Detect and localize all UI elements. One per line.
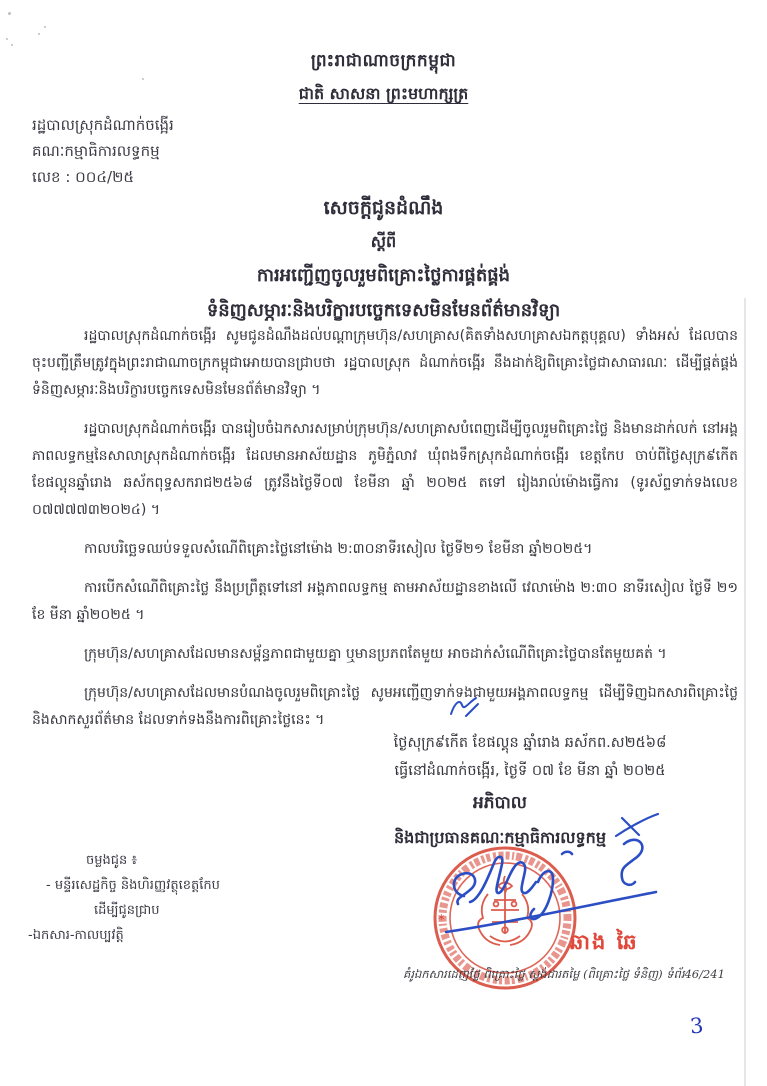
svg-text:*: * (438, 913, 445, 928)
subject-line2: ទំនិញសម្ភារៈនិងបរិក្ខារបច្ចេកទេសមិនមែនព័ត៌មានវិទ្យា (206, 300, 561, 321)
cc-item: - មន្ទីរសេដ្ឋកិច្ច និងហិរញ្ញវត្ថុខេត្តកែប (46, 878, 220, 893)
sender-org-line2: គណៈកម្មាធិការលទ្ធកម្ម (32, 142, 160, 160)
place-date-line: ធ្វើនៅដំណាក់ចង្អើរ, ថ្ងៃទី ០៧ ខែ មីនា ឆ្នាំ ២០២៥ (394, 763, 666, 779)
signer-title-committee-chair: និងជាប្រធានគណៈកម្មាធិការលទ្ធកម្ម (394, 828, 606, 847)
national-header (0, 50, 767, 107)
signer-title-governor: អភិបាល (473, 793, 527, 813)
scan-speck (11, 44, 13, 46)
handwritten-page-number: 3 (688, 1013, 705, 1039)
signer-name: ឆាង ឆៃ (570, 930, 639, 954)
subject-block (0, 196, 767, 325)
cc-item: ដើម្បីជូនជ្រាប (94, 903, 160, 918)
subject-line1: ការអញ្ជើញចូលរួមពិគ្រោះថ្លៃការផ្គត់ផ្គង់ (256, 265, 511, 286)
reference-number: លេខ : ០០៤/២៥ (32, 168, 135, 186)
paragraph-4: ការបើកសំណើពិគ្រោះថ្លៃ នឹងប្រព្រឹត្តទៅនៅ អង្គភាពលទ្ធកម្ម តាមអាស័យដ្ឋានខាងលើ វេលាម៉ោង ២:៣០ នាទីរសៀល ថ្ងៃទី ២១ ខែ មីនា ឆ្នាំ២០២៥ ។ (32, 580, 738, 623)
letter-body (32, 323, 738, 746)
signature (438, 834, 670, 942)
kingdom-title: ព្រះរាជាណាចក្រកម្ពុជា (310, 51, 457, 71)
sender-block (32, 112, 332, 190)
closing-date-block (330, 729, 730, 785)
paragraph-3: កាលបរិច្ឆេទឈប់ទទួលសំណើពិគ្រោះថ្លៃនៅម៉ោង ២:៣០នាទីរសៀល ថ្ងៃទី២១ ខែមីនា ឆ្នាំ២០២៥។ (84, 541, 593, 557)
paragraph-5: ក្រុមហ៊ុន/សហគ្រាសដែលមានសម្ព័ន្ធភាពជាមួយគ្នា ឬមានប្រភពតែមួយ អាចដាក់សំណើពិគ្រោះថ្លៃបានតែមួយគត់ ។ (84, 646, 667, 662)
cc-item: -ឯកសារ-កាលប្បវត្តិ (28, 928, 124, 943)
scan-speck (38, 33, 40, 35)
lunar-date-line: ថ្ងៃសុក្រ៩កើត ខែផល្គុន ឆ្នាំរោង ឆស័កព.ស២៥៦៨ (393, 735, 667, 751)
national-motto: ជាតិ សាសនា ព្រះមហាក្សត្រ (298, 84, 469, 103)
scan-speck (6, 38, 8, 40)
paragraph-2: រដ្ឋបាលស្រុកដំណាក់ចង្អើរ បានរៀបចំឯកសារសម្រាប់ក្រុមហ៊ុន/សហគ្រាសបំពេញដើម្បីចូលរួមពិគ្រោះថ្លៃ និងមានដាក់លក់ នៅអង្គភាពលទ្ធកម្មនៃសាលាស្រុកដំណាក់ចង្អើរ ដែលមានអាស័យដ្ឋាន ភូមិភ្នំលាវ ឃុំពងទឹកស្រុកដំណាក់ចង្អើរ ខេត្តកែប ចាប់ពីថ្ងៃសុក្រ៩កើត ខែផល្គុនឆ្នាំរោង ឆស័កពុទ្ធសករាជ២៥៦៨ ត្រូវនឹងថ្ងៃទី០៧ ខែមីនា ឆ្នាំ ២០២៥ តទៅ រៀងរាល់ម៉ោងធ្វើការ (ទូរស័ព្ទទាក់ទងលេខ ០៧៧៧៧៣២០២៤) ។ (32, 421, 738, 518)
sender-org-line1: រដ្ឋបាលស្រុកដំណាក់ចង្អើរ (32, 116, 174, 134)
regarding-label: ស្តីពី (370, 232, 397, 251)
scan-speck (8, 12, 11, 15)
cc-block (28, 848, 298, 948)
cc-heading: ចម្លងជូន ៖ (86, 853, 138, 868)
blue-initials-mark (447, 694, 483, 720)
document-footnote: គំរូឯកសារដេញថ្លៃ ពិគ្រោះថ្លៃ ស្តង់ដារតម្លៃ (ពិគ្រោះថ្លៃ ទំនិញ) ទំព័រ46/241 (403, 967, 725, 981)
paragraph-1: រដ្ឋបាលស្រុកដំណាក់ចង្អើរ សូមជូនដំណឹងដល់បណ្តាក្រុមហ៊ុន/សហគ្រាស(គិតទាំងសហគ្រាសឯកត្តបុគ្គល) ទាំងអស់ ដែលបានចុះបញ្ជីត្រឹមត្រូវក្នុងព្រះរាជាណាចក្រកម្ពុជាអោយបានជ្រាបថា រដ្ឋបាលស្រុក ដំណាក់ចង្អើរ នឹងដាក់ឱ្យពិគ្រោះថ្លៃជាសាធារណៈ ដើម្បីផ្គត់ផ្គង់ ទំនិញសម្ភារៈនិងបរិក្ខារបច្ចេកទេសមិនមែនព័ត៌មានវិទ្យា ។ (32, 328, 738, 398)
notice-title: សេចក្តីជូនដំណឹង (323, 197, 444, 219)
paragraph-6: ក្រុមហ៊ុន/សហគ្រាសដែលមានបំណងចូលរួមពិគ្រោះថ្លៃ សូមអញ្ជើញទាក់ទងជាមួយអង្គភាពលទ្ធកម្ម ដើម្បីទិញឯកសារពិគ្រោះថ្លៃ និងសាកសួរព័ត៌មាន ដែលទាក់ទងនឹងការពិគ្រោះថ្លៃនេះ ។ (32, 685, 738, 728)
scan-speck (44, 26, 46, 28)
